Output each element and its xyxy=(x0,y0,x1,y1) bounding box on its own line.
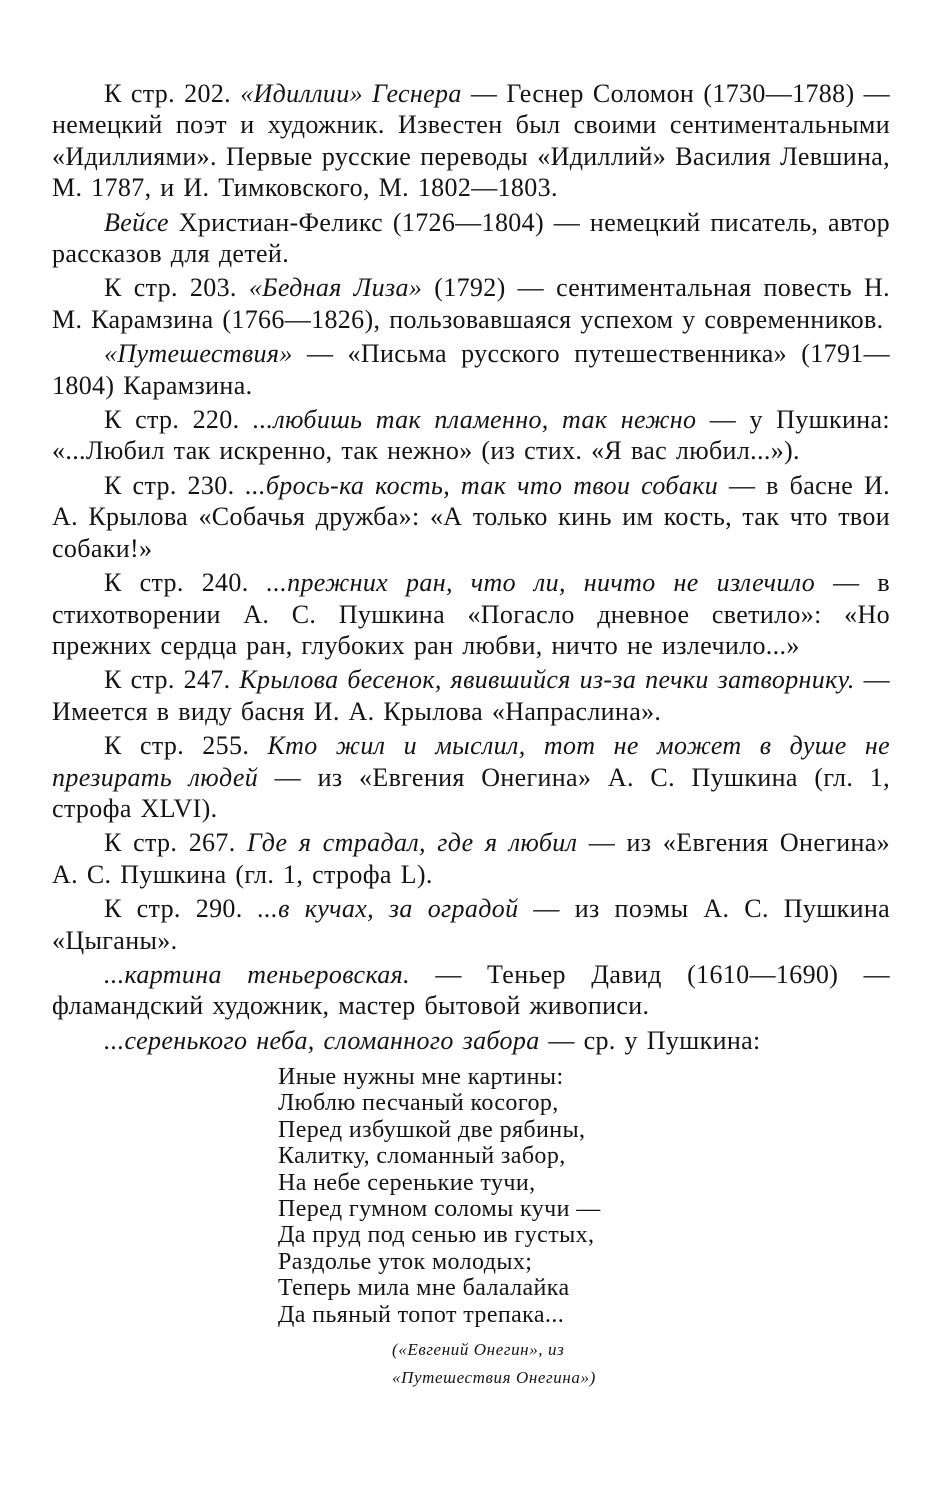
note-commentary: — в басне И. А. Крылова «Собачья дружба»: «А только кинь им кость, так что твои собаки!» xyxy=(52,470,891,563)
note-commentary: — Теньер Давид (1610—1690) — фламандский художник, мастер бытовой живописи. xyxy=(52,959,890,1021)
poem-line: Люблю песчаный косогор, xyxy=(278,1090,559,1117)
poem-quote xyxy=(278,1064,601,1328)
note-commentary: — Геснер Соломон (1730—1788) — немецкий поэт и художник. Известен был своими сентиментальными «Идиллиями». Первые русские переводы «Идиллий» Василия Левшина, М. 1787, и И. Тимковского, М. 1802—1803. xyxy=(52,79,891,203)
note-ref: К стр. 290. xyxy=(104,894,258,924)
note-ref: К стр. 267. xyxy=(104,828,248,858)
note-commentary: (1792) — сентиментальная повесть Н. М. Карамзина (1766—1826), пользовавшаяся успехом у современников. xyxy=(52,273,890,334)
note-ref: К стр. 202. xyxy=(104,79,241,108)
poem-source xyxy=(392,1336,596,1392)
notes-list xyxy=(52,78,890,1056)
note-paragraph xyxy=(52,207,890,270)
note-paragraph xyxy=(52,730,890,824)
note-quote: ...брось-ка кость, так что твои собаки xyxy=(245,470,719,500)
poem-line: Теперь мила мне балалайка xyxy=(278,1275,570,1302)
note-quote: ...серенького неба, сломанного забора xyxy=(104,1025,540,1055)
poem-line: Перед гумном соломы кучи — xyxy=(278,1196,601,1223)
note-paragraph xyxy=(52,470,890,564)
poem-line: Иные нужны мне картины: xyxy=(278,1064,564,1090)
note-commentary: — из «Евгения Онегина» А. С. Пушкина (гл. 1, строфа L). xyxy=(52,828,890,889)
note-paragraph xyxy=(52,959,890,1022)
note-commentary: — ср. у Пушкина: xyxy=(539,1025,761,1055)
note-commentary: — в стихотворении А. С. Пушкина «Погасло дневное светило»: «Но прежних сердца ран, глубоких ран любви, ничто не излечило...» xyxy=(52,568,890,660)
note-ref: К стр. 247. xyxy=(104,665,240,695)
note-quote: ...в кучах, за оградой xyxy=(257,894,519,924)
note-paragraph xyxy=(52,78,890,204)
note-paragraph xyxy=(52,404,890,467)
note-quote: Где я страдал, где я любил xyxy=(247,828,578,858)
note-paragraph xyxy=(52,1025,890,1056)
note-quote: Кто жил и мыслил, тот не может в душе не презирать людей xyxy=(52,731,890,792)
poem-line: Перед избушкой две рябины, xyxy=(278,1116,586,1143)
poem-line: На небе серенькие тучи, xyxy=(278,1169,536,1196)
poem-source-line: («Евгений Онегин», из xyxy=(392,1340,565,1359)
note-ref: К стр. 220. xyxy=(104,405,253,435)
note-quote: ...картина теньеровская. xyxy=(104,959,410,989)
note-commentary: — «Письма русского путешественника» (1791—1804) Карамзина. xyxy=(52,339,890,400)
note-paragraph xyxy=(52,338,890,401)
note-quote: ...любишь так пламенно, так нежно xyxy=(252,405,697,435)
note-quote: Крылова бесенок, явившийся из-за печки затворнику. xyxy=(239,665,855,695)
note-commentary: — Имеется в виду басня И. А. Крылова «Напраслина». xyxy=(52,665,891,726)
note-quote: «Путешествия» xyxy=(104,339,293,369)
note-quote: «Идиллии» Геснера xyxy=(240,79,462,108)
note-quote: «Бедная Лиза» xyxy=(248,273,423,303)
note-ref: К стр. 255. xyxy=(104,731,268,761)
note-ref: К стр. 230. xyxy=(104,470,246,500)
note-quote: ...прежних ран, что ли, ничто не излечило xyxy=(266,568,816,598)
poem-line: Раздолье уток молодых; xyxy=(278,1248,533,1275)
note-paragraph xyxy=(52,567,890,661)
note-commentary: Христиан-Феликс (1726—1804) — немецкий писатель, автор рассказов для детей. xyxy=(52,207,890,269)
note-ref: К стр. 203. xyxy=(104,273,249,303)
note-commentary: — у Пушкина: «...Любил так искренно, так нежно» (из стих. «Я вас любил...»). xyxy=(52,405,890,466)
poem-source-line: «Путешествия Онегина») xyxy=(392,1368,596,1387)
page xyxy=(52,78,891,1387)
note-quote: Вейсе xyxy=(104,207,169,237)
note-commentary: — из «Евгения Онегина» А. С. Пушкина (гл. 1, строфа XLVI). xyxy=(52,762,890,823)
note-paragraph xyxy=(52,893,890,956)
note-paragraph xyxy=(52,664,890,727)
poem-line: Да пруд под сенью ив густых, xyxy=(278,1222,595,1249)
note-ref: К стр. 240. xyxy=(104,568,267,598)
poem-line: Калитку, сломанный забор, xyxy=(278,1143,566,1170)
note-paragraph xyxy=(52,272,890,335)
note-paragraph xyxy=(52,827,890,890)
poem-line: Да пьяный топот трепака... xyxy=(278,1301,565,1328)
note-commentary: — из поэмы А. С. Пушкина «Цыганы». xyxy=(52,894,891,955)
